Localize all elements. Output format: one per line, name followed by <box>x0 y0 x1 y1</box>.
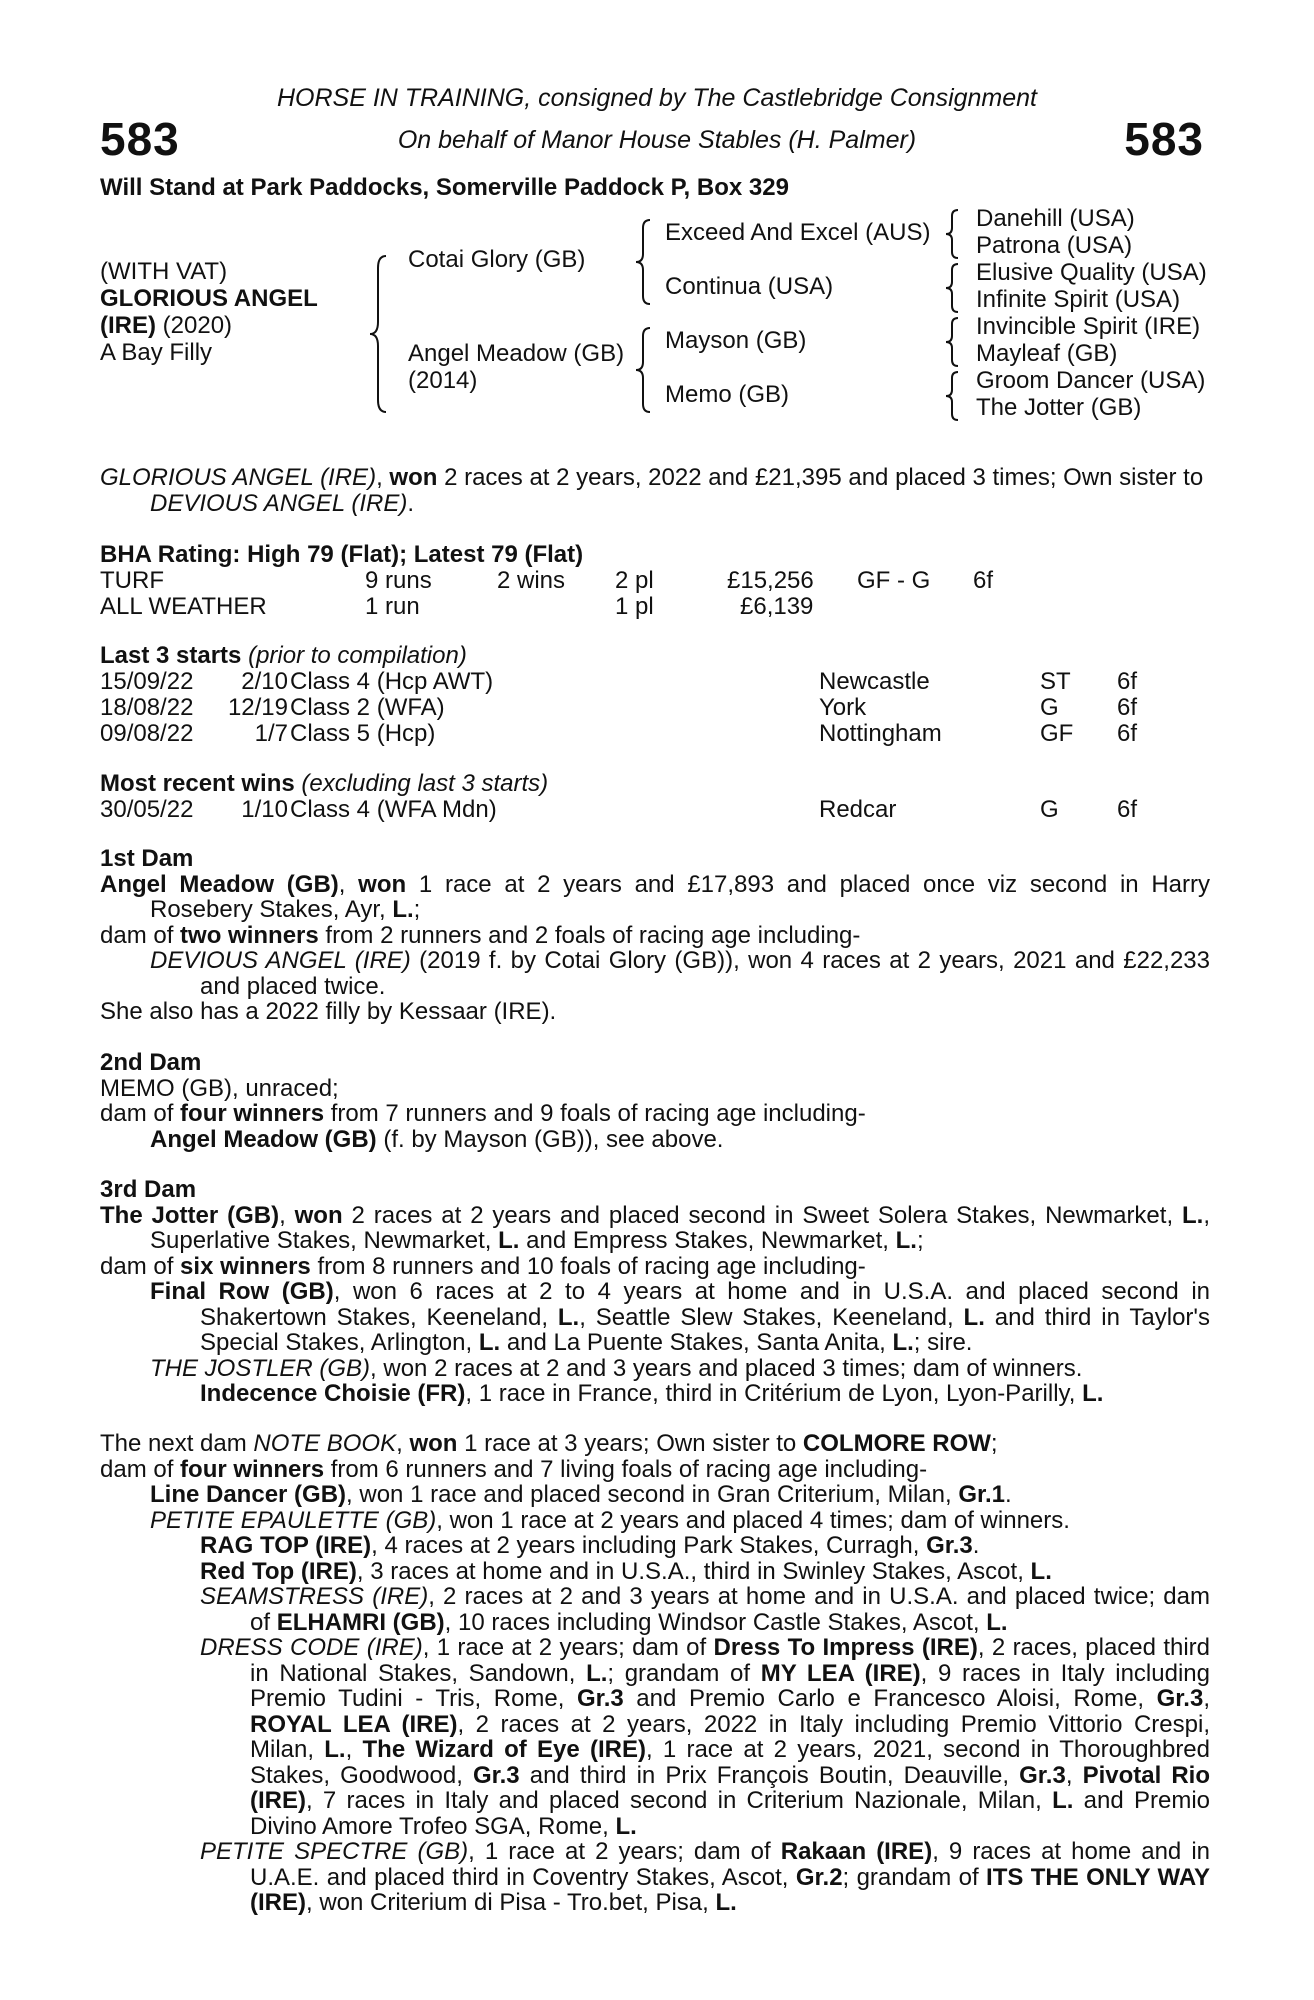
listed-mark: L. <box>586 1659 608 1687</box>
horse-name-suffix <box>100 312 232 339</box>
produce-petite-spectre: PETITE SPECTRE (GB) <box>200 1838 469 1865</box>
next-dam-sister: COLMORE ROW <box>802 1430 991 1457</box>
group-mark: Gr.3 <box>472 1761 520 1789</box>
group-mark: Gr.3 <box>1019 1761 1066 1789</box>
first-dam-name: Angel Meadow (GB) <box>100 870 339 898</box>
first-dam-end: ; <box>413 896 421 923</box>
produce-text: (2019 f. by Cotai Glory (GB)), won 4 races at 2 years, 2021 and £22,233 and placed twice. <box>200 947 1211 1000</box>
recent-note: (excluding last 3 starts) <box>294 770 549 797</box>
produce-text: and La Puente Stakes, Santa Anita, <box>500 1329 893 1356</box>
produce-text: , <box>1065 1761 1083 1789</box>
pedigree-dam: Angel Meadow (GB) <box>408 340 625 367</box>
produce-text: (f. by Mayson (GB)), see above. <box>376 1125 724 1153</box>
produce-text: , 9 races in Italy including Premio Tudini - Tris, Rome, <box>250 1659 1210 1712</box>
produce-text: , won Criterium di Pisa - Tro.bet, Pisa, <box>306 1889 716 1916</box>
group-mark: Gr.2 <box>795 1863 843 1891</box>
rating-placed: 1 pl <box>615 593 654 620</box>
produce-text: , 1 race in France, third in Critérium de Lyon, Lyon-Parilly, <box>465 1380 1083 1407</box>
produce-text: , won 1 race at 2 years and placed 4 times; dam of winners. <box>436 1506 1070 1534</box>
last3-title <box>100 642 467 670</box>
bracket-sd <box>946 262 962 314</box>
first-dam-text: 1 race at 2 years and £17,893 and placed once viz second in Harry Rosebery Stakes, Ayr, <box>150 870 1211 923</box>
produce-text: , won 2 races at 2 and 3 years and placed 3 times; dam of winners. <box>370 1354 1083 1382</box>
last3-note: (prior to compilation) <box>241 642 467 669</box>
pedigree-dsd: Mayleaf (GB) <box>976 340 1118 367</box>
produce-dress-to-impress: Dress To Impress (IRE) <box>713 1634 978 1661</box>
pedigree-sdd: Infinite Spirit (USA) <box>976 286 1181 313</box>
third-dam-text: 2 races at 2 years and placed second in Sweet Solera Stakes, Newmarket, <box>342 1201 1182 1229</box>
recent-heading: Most recent wins <box>100 770 295 797</box>
last3-heading: Last 3 starts <box>100 642 242 669</box>
second-dam-name: MEMO (GB), unraced; <box>100 1074 339 1102</box>
lot-number-left: 583 <box>100 113 180 165</box>
listed-mark: L. <box>1030 1557 1052 1585</box>
lot-number-right: 583 <box>1124 113 1204 165</box>
produce-text: , 4 races at 2 years including Park Stakes, Curragh, <box>371 1532 927 1559</box>
listed-mark: L. <box>615 1812 637 1840</box>
win-distance: 6f <box>1117 796 1138 823</box>
produce-wizard-of-eye: The Wizard of Eye (IRE) <box>362 1736 646 1763</box>
produce-my-lea: MY LEA (IRE) <box>760 1659 921 1687</box>
start-going: GF <box>1040 720 1074 747</box>
summary-horse-name: GLORIOUS ANGEL (IRE) <box>100 464 377 491</box>
produce-the-jostler: THE JOSTLER (GB) <box>150 1354 371 1382</box>
start-date: 15/09/22 <box>100 668 194 695</box>
third-dam-produce-c: from 8 runners and 10 foals of racing age including- <box>310 1252 866 1280</box>
start-position: 2/10 <box>241 668 288 695</box>
pedigree-ds: Mayson (GB) <box>665 327 807 354</box>
third-dam-section: 3rd Dam The Jotter (GB), won 2 races at 2 years and placed second in Sweet Solera Stakes, Newmarket, L., Superlative Stakes, Newmarket, L. and Empress Stakes, Newmarket, L.; dam of six winners from 8 runners and 10 foals of racing age including- Final Row (GB), won 6 races at 2 to 4 years at home and in U.S.A. and placed second in Shakertown Stakes, Keeneland, L., Seattle Slew Stakes, Keeneland, L. and third in Taylor's Special Stakes, Arlington, L. and La Puente Stakes, Santa Anita, L.; sire. THE JOSTLER (GB), won 2 races at 2 and 3 years and placed 3 times; dam of winners. Indecence Choisie (FR), 1 race in France, third in Critérium de Lyon, Lyon-Parilly, L. <box>100 1176 1211 1407</box>
win-position: 1/10 <box>241 796 288 823</box>
rating-prize: £15,256 <box>727 567 814 594</box>
next-dam-sep: , <box>396 1430 410 1457</box>
rating-going: GF - G <box>857 567 931 594</box>
start-class: Class 5 (Hcp) <box>290 720 436 747</box>
produce-line-dancer: Line Dancer (GB) <box>150 1481 347 1508</box>
produce-end: . <box>1005 1481 1012 1508</box>
produce-text: , 10 races including Windsor Castle Stakes, Ascot, <box>444 1608 987 1636</box>
listed-mark: L. <box>324 1736 346 1763</box>
produce-text: , <box>345 1736 363 1763</box>
horse-country: (IRE) <box>100 312 156 339</box>
listed-mark: L. <box>986 1608 1008 1636</box>
second-dam-winners: four winners <box>180 1100 325 1127</box>
next-dam-section <box>100 1431 1210 1916</box>
win-going: G <box>1040 796 1059 823</box>
bracket-ss <box>946 208 962 260</box>
pedigree-dam-year: (2014) <box>408 367 478 394</box>
pedigree-bracket-main <box>370 254 390 414</box>
summary-paragraph: GLORIOUS ANGEL (IRE), won 2 races at 2 years, 2022 and £21,395 and placed 3 times; Own sister to DEVIOUS ANGEL (IRE). <box>100 464 1204 517</box>
produce-elhamri: ELHAMRI (GB) <box>276 1608 445 1636</box>
first-dam-produce-a: dam of <box>100 921 181 949</box>
listed-mark: L. <box>557 1303 580 1331</box>
rating-wins: 2 wins <box>497 567 566 594</box>
pedigree-ss: Exceed And Excel (AUS) <box>665 219 931 246</box>
horse-description: A Bay Filly <box>100 339 213 366</box>
listed-mark: L. <box>715 1889 737 1916</box>
listed-mark: L. <box>895 1227 917 1254</box>
produce-text: and Premio Divino Amore Trofeo SGA, Rome, <box>250 1787 1210 1840</box>
produce-text: , 1 race at 2 years; dam of <box>422 1634 714 1661</box>
listed-mark: L. <box>892 1329 914 1356</box>
win-course: Redcar <box>819 796 897 823</box>
produce-text: , <box>1203 1685 1210 1712</box>
produce-text: ; grandam of <box>607 1659 761 1687</box>
listed-mark: L. <box>1082 1380 1104 1407</box>
group-mark: Gr.1 <box>958 1481 1006 1508</box>
produce-petite-epaulette: PETITE EPAULETTE (GB) <box>150 1506 437 1534</box>
produce-text: and Premio Carlo e Francesco Aloisi, Rome, <box>623 1685 1157 1712</box>
win-class: Class 4 (WFA Mdn) <box>290 796 497 823</box>
produce-text: , 9 races at home and in U.A.E. and placed third in Coventry Stakes, Ascot, <box>250 1838 1211 1891</box>
listed-mark: L. <box>392 896 414 923</box>
pedigree-sd: Continua (USA) <box>665 273 834 300</box>
third-dam-end: ; <box>916 1227 924 1254</box>
rating-surface: TURF <box>100 567 164 594</box>
produce-rakaan: Rakaan (IRE) <box>780 1838 933 1865</box>
rating-title: BHA Rating: High 79 (Flat); Latest 79 (Flat) <box>100 541 584 568</box>
produce-text: , 3 races at home and in U.S.A., third in Swinley Stakes, Ascot, <box>356 1557 1031 1585</box>
produce-text: , 2 races, placed third in National Stakes, Sandown, <box>250 1634 1211 1687</box>
consignment-line: HORSE IN TRAINING, consigned by The Castlebridge Consignment <box>276 84 1038 112</box>
first-dam-produce-c: from 2 runners and 2 foals of racing age including- <box>318 921 861 949</box>
next-dam-produce-c: from 6 runners and 7 living foals of racing age including- <box>324 1455 928 1483</box>
start-date: 18/08/22 <box>100 694 194 721</box>
produce-seamstress: SEAMSTRESS (IRE) <box>200 1583 429 1610</box>
start-distance: 6f <box>1117 694 1138 721</box>
produce-indecence-choisie: Indecence Choisie (FR) <box>200 1380 466 1407</box>
start-course: Newcastle <box>819 668 930 695</box>
bracket-ds <box>946 316 962 368</box>
rating-runs: 9 runs <box>365 567 432 594</box>
pedigree-dd: Memo (GB) <box>665 381 790 408</box>
next-dam-intro: The next dam <box>100 1430 254 1457</box>
produce-pivotal-rio: Pivotal Rio (IRE) <box>250 1761 1211 1814</box>
next-dam-produce-a: dam of <box>100 1455 181 1483</box>
rating-prize: £6,139 <box>740 593 814 620</box>
first-dam-note: She also has a 2022 filly by Kessaar (IRE). <box>100 998 557 1025</box>
group-mark: Gr.3 <box>926 1532 973 1559</box>
summary-sister: DEVIOUS ANGEL (IRE) <box>150 489 408 517</box>
produce-text: , won 6 races at 2 to 4 years at home and in U.S.A. and placed second in Shakertown Stakes, Keeneland, <box>200 1278 1211 1331</box>
produce-text: , 2 races at 2 and 3 years at home and in U.S.A. and placed twice; dam of <box>250 1583 1210 1636</box>
pedigree-ddd: The Jotter (GB) <box>976 394 1142 421</box>
next-dam-name: NOTE BOOK <box>253 1430 397 1457</box>
produce-final-row: Final Row (GB) <box>150 1278 334 1305</box>
summary-end: . <box>407 489 415 517</box>
pedigree-sire: Cotai Glory (GB) <box>408 246 586 273</box>
start-course: Nottingham <box>819 720 942 747</box>
listed-mark: L. <box>1052 1787 1074 1814</box>
win-date: 30/05/22 <box>100 796 194 823</box>
next-dam-winners: four winners <box>180 1455 325 1483</box>
start-going: ST <box>1040 668 1071 695</box>
produce-rag-top: RAG TOP (IRE) <box>200 1532 372 1559</box>
start-distance: 6f <box>1117 668 1138 695</box>
rating-distance: 6f <box>973 567 994 594</box>
pedigree-dss: Invincible Spirit (IRE) <box>976 313 1201 340</box>
pedigree-ssd: Patrona (USA) <box>976 232 1133 259</box>
produce-devious-angel: DEVIOUS ANGEL (IRE) <box>150 947 411 974</box>
third-dam-won: won <box>294 1201 343 1229</box>
recent-title <box>100 770 548 798</box>
third-dam-produce-a: dam of <box>100 1252 181 1280</box>
produce-its-the-only-way: ITS THE ONLY WAY (IRE) <box>250 1863 1210 1916</box>
start-position: 12/19 <box>227 694 288 721</box>
third-dam-winners: six winners <box>180 1252 311 1280</box>
produce-text: , 7 races in Italy and placed second in Criterium Nazionale, Milan, <box>306 1787 1053 1814</box>
produce-royal-lea: ROYAL LEA (IRE) <box>250 1710 458 1738</box>
first-dam-section: 1st Dam Angel Meadow (GB), won 1 race at 2 years and £17,893 and placed once viz second in Harry Rosebery Stakes, Ayr, L.; dam of two winners from 2 runners and 2 foals of racing age including- DEVIOUS ANGEL (IRE) (2019 f. by Cotai Glory (GB)), won 4 races at 2 years, 2021 and £22,233 and placed twice. She also has a 2022 filly by Kessaar (IRE). <box>100 845 1211 1025</box>
start-position: 1/7 <box>254 720 288 747</box>
bracket-dd <box>946 370 962 422</box>
listed-mark: L. <box>478 1329 501 1356</box>
stand-location: Will Stand at Park Paddocks, Somerville Paddock P, Box 329 <box>100 174 789 201</box>
third-dam-name: The Jotter (GB) <box>100 1201 280 1229</box>
horse-name: GLORIOUS ANGEL <box>100 285 318 312</box>
produce-text: and third in Taylor's Special Stakes, Arlington, <box>200 1303 1210 1356</box>
first-dam-winners: two winners <box>180 921 319 949</box>
next-dam-end: ; <box>990 1430 998 1457</box>
next-dam-text: 1 race at 3 years; Own sister to <box>457 1430 803 1457</box>
start-class: Class 4 (Hcp AWT) <box>290 668 494 695</box>
first-dam-heading: 1st Dam <box>100 845 194 872</box>
listed-mark: L. <box>963 1303 985 1331</box>
pedigree-sss: Danehill (USA) <box>976 205 1135 232</box>
listed-mark: L. <box>498 1227 520 1254</box>
group-mark: Gr.3 <box>1156 1685 1204 1712</box>
listed-mark: L. <box>1182 1201 1204 1229</box>
summary-won: won <box>389 464 438 491</box>
second-dam-heading: 2nd Dam <box>100 1049 202 1076</box>
first-dam-won: won <box>358 870 407 898</box>
second-dam-produce-c: from 7 runners and 9 foals of racing age including- <box>324 1100 866 1127</box>
rating-placed: 2 pl <box>615 567 654 594</box>
start-date: 09/08/22 <box>100 720 194 747</box>
rating-surface: ALL WEATHER <box>100 593 267 620</box>
third-dam-text: and Empress Stakes, Newmarket, <box>519 1227 896 1254</box>
produce-text: ; grandam of <box>842 1863 987 1891</box>
next-dam-won: won <box>409 1430 458 1457</box>
start-class: Class 2 (WFA) <box>290 694 445 721</box>
summary-text: 2 races at 2 years, 2022 and £21,395 and placed 3 times; Own sister to <box>437 464 1204 491</box>
group-mark: Gr.3 <box>577 1685 624 1712</box>
start-going: G <box>1040 694 1059 721</box>
produce-text: , won 1 race and placed second in Gran Criterium, Milan, <box>346 1481 959 1508</box>
start-distance: 6f <box>1117 720 1138 747</box>
second-dam-section <box>100 1050 1210 1152</box>
behalf-line: On behalf of Manor House Stables (H. Palmer) <box>397 126 917 154</box>
pedigree-sds: Elusive Quality (USA) <box>976 259 1207 286</box>
pedigree-bracket-sire <box>636 218 654 306</box>
produce-text: , Seattle Slew Stakes, Keeneland, <box>579 1303 964 1331</box>
pedigree-bracket-dam <box>636 326 654 414</box>
produce-angel-meadow: Angel Meadow (GB) <box>150 1125 377 1153</box>
horse-vat: (WITH VAT) <box>100 258 228 285</box>
produce-text: , 1 race at 2 years, 2021, second in Thoroughbred Stakes, Goodwood, <box>250 1736 1211 1789</box>
produce-text: , 2 races at 2 years, 2022 in Italy including Premio Vittorio Crespi, Milan, <box>250 1710 1210 1763</box>
produce-end: ; sire. <box>913 1329 973 1356</box>
start-course: York <box>819 694 867 721</box>
produce-text: and third in Prix François Boutin, Deauville, <box>519 1761 1020 1789</box>
produce-text: , 1 race at 2 years; dam of <box>468 1838 781 1865</box>
rating-runs: 1 run <box>365 593 420 620</box>
third-dam-heading: 3rd Dam <box>100 1176 197 1203</box>
pedigree-dds: Groom Dancer (USA) <box>976 367 1206 394</box>
horse-year: (2020) <box>156 312 233 339</box>
produce-end: . <box>972 1532 980 1559</box>
produce-dress-code: DRESS CODE (IRE) <box>200 1634 423 1661</box>
produce-red-top: Red Top (IRE) <box>200 1557 357 1585</box>
second-dam-produce-a: dam of <box>100 1100 181 1127</box>
third-dam-text: , Superlative Stakes, Newmarket, <box>150 1201 1210 1254</box>
